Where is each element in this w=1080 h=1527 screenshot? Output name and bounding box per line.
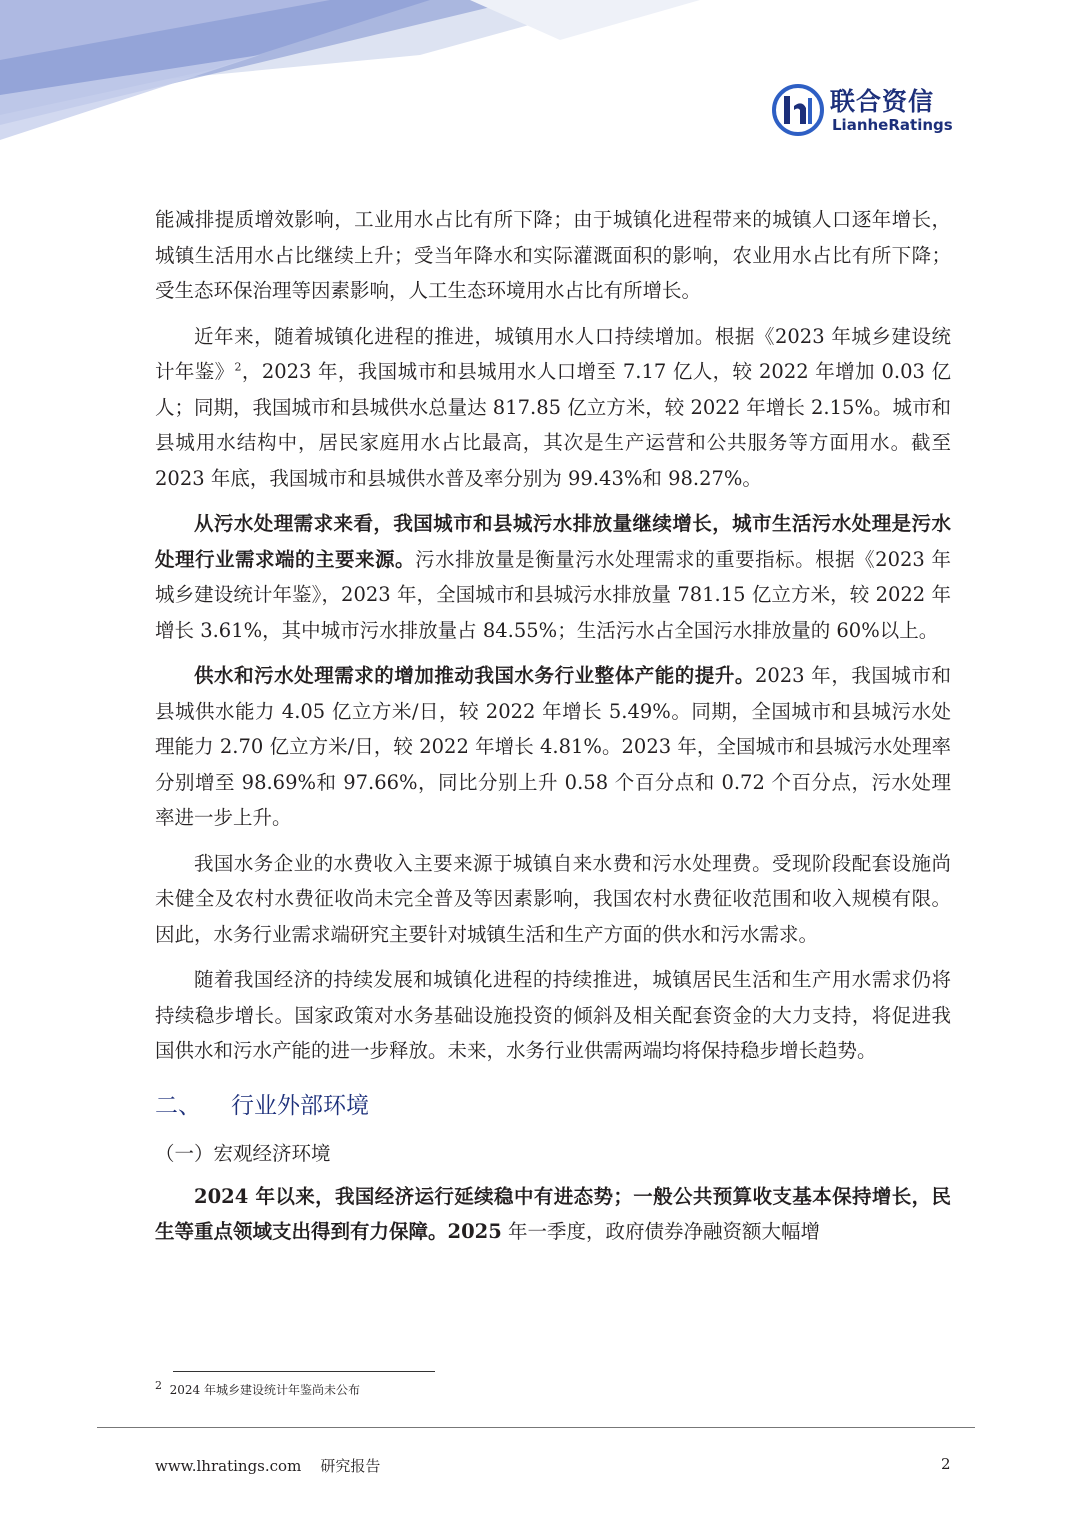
footer-doc-type: 研究报告: [320, 1457, 381, 1475]
footnote: [155, 1381, 360, 1398]
lianhe-logo-icon: [772, 84, 824, 136]
footer-info: [155, 1455, 380, 1476]
subsection-heading: （一）宏观经济环境: [155, 1141, 331, 1165]
paragraph-2-text-a: 近年来，随着城镇化进程的推进，城镇用水人口持续增加。根据《2023 年城乡建设统计年鉴》: [155, 324, 951, 383]
footer-website-link[interactable]: www.lhratings.com: [155, 1457, 302, 1475]
footer-divider: [97, 1427, 975, 1428]
paragraph-6: 随着我国经济的持续发展和城镇化进程的持续推进，城镇居民生活和生产用水需求仍将持续稳步增长。国家政策对水务基础设施投资的倾斜及相关配套资金的大力支持，将促进我国供水和污水产能的进一步释放。未来，水务行业供需两端均将保持稳步增长趋势。: [155, 968, 951, 1062]
paragraph-2: [155, 319, 951, 497]
paragraph-7-text-b: 年一季度，政府债券净融资额大幅增: [501, 1220, 820, 1243]
paragraph-2-text-b: ，2023 年，我国城市和县城用水人口增至 7.17 亿人，较 2022 年增加 0.03 亿人；同期，我国城市和县城供水总量达 817.85 亿立方米，较 2022 年增长 2.15%。城市和县城用水结构中，居民家庭用水占比最高，其次是生产运营和公共服务等方面用水。截至 2023 年底，我国城市和县城供水普及率分别为 99.43%和 98.27%。: [155, 360, 951, 490]
paragraph-4: [155, 658, 951, 836]
section-title: 行业外部环境: [231, 1092, 369, 1119]
paragraph-1: 能减排提质增效影响，工业用水占比有所下降；由于城镇化进程带来的城镇人口逐年增长，城镇生活用水占比继续上升；受当年降水和实际灌溉面积的影响，农业用水占比有所下降；受生态环保治理等因素影响，人工生态环境用水占比有所增长。: [155, 208, 951, 302]
paragraph-5: 我国水务企业的水费收入主要来源于城镇自来水费和污水处理费。受现阶段配套设施尚未健全及农村水费征收尚未完全普及等因素影响，我国农村水费征收范围和收入规模有限。因此，水务行业需求端研究主要针对城镇生活和生产方面的供水和污水需求。: [155, 851, 951, 946]
main-content: [155, 202, 951, 1260]
logo-english-name: LianheRatings: [832, 116, 953, 134]
page-number: 2: [941, 1455, 951, 1473]
logo-chinese-name: 联合资信: [830, 87, 935, 116]
footnote-marker: 2: [155, 1379, 162, 1392]
paragraph-4-text: 2023 年，我国城市和县城供水能力 4.05 亿立方米/日，较 2022 年增长 5.49%。同期，全国城市和县城污水处理能力 2.70 亿立方米/日，较 2022 年增长 4.81%。2023 年，全国城市和县城污水处理率分别增至 98.69%和 97.66%，同比分别上升 0.58 个百分点和 0.72 个百分点，污水处理率进一步上升。: [155, 664, 951, 829]
paragraph-3: [155, 506, 951, 648]
paragraph-4-lead: 供水和污水处理需求的增加推动我国水务行业整体产能的提升。: [194, 664, 755, 687]
footnote-reference: 2: [234, 360, 242, 374]
section-heading: [155, 1087, 951, 1120]
paragraph-3-lead: 从污水处理需求来看，我国城市和县城污水排放量继续增长，城市生活污水处理是污水处理行业需求端的主要来源。: [155, 512, 951, 571]
footnote-divider: [173, 1371, 435, 1372]
section-number: 二、: [155, 1092, 201, 1119]
paragraph-7-year-b: 2025: [447, 1220, 502, 1243]
paragraph-7-text-a: 年以来，我国经济运行延续稳中有进态势；一般公共预算收支基本保持增长，民生等重点领域支出得到有力保障。: [155, 1184, 951, 1243]
paragraph-7: [155, 1179, 951, 1250]
paragraph-7-year-a: 2024: [194, 1184, 249, 1208]
paragraph-3-text: 污水排放量是衡量污水处理需求的重要指标。根据《2023 年城乡建设统计年鉴》，2023 年，全国城市和县城污水排放量 781.15 亿立方米，较 2022 年增长 3.61%，其中城市污水排放量占 84.55%；生活污水占全国污水排放量的 60%以上。: [155, 547, 951, 642]
company-logo: [772, 82, 972, 142]
footnote-text: 2024 年城乡建设统计年鉴尚未公布: [169, 1383, 360, 1397]
